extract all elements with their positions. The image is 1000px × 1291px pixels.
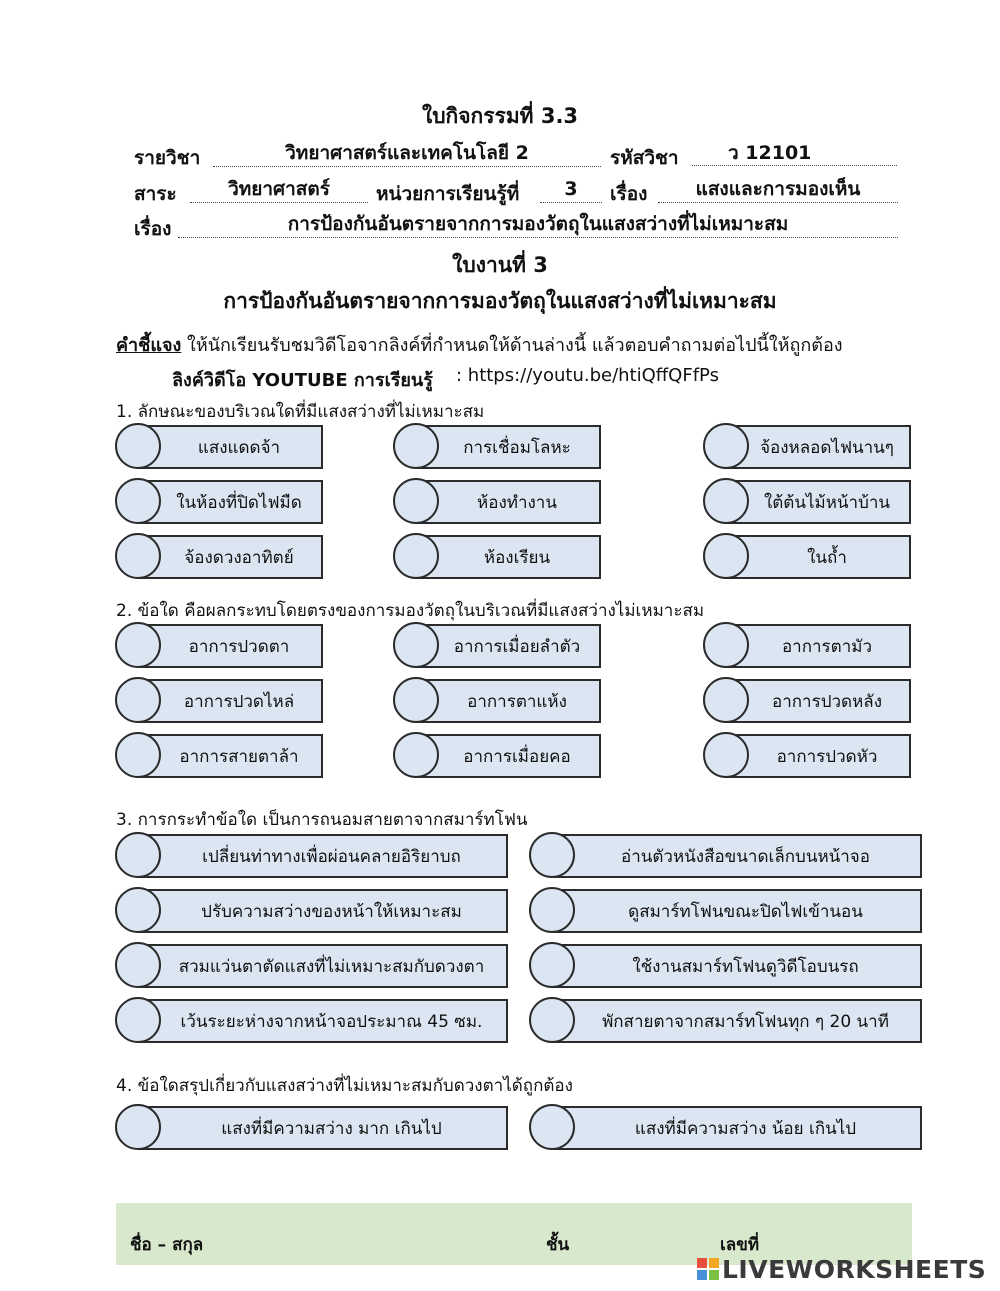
option-label: ในถ้ำ — [725, 535, 911, 579]
answer-circle[interactable] — [115, 997, 161, 1043]
q3-option[interactable] — [115, 834, 508, 878]
q1-option[interactable] — [393, 425, 601, 469]
liveworksheets-logo-icon — [697, 1258, 719, 1280]
code-label: รหัสวิชา — [610, 147, 679, 169]
q1-option[interactable] — [115, 480, 323, 524]
q2-option[interactable] — [703, 734, 911, 778]
answer-circle[interactable] — [393, 423, 439, 469]
answer-circle[interactable] — [393, 533, 439, 579]
option-label: พักสายตาจากสมาร์ทโฟนทุก ๆ 20 นาที — [551, 999, 922, 1043]
number-label: เลขที่ — [720, 1235, 760, 1255]
option-label: การเชื่อมโลหะ — [415, 425, 601, 469]
option-label: ห้องเรียน — [415, 535, 601, 579]
q2-option[interactable] — [703, 679, 911, 723]
option-label: แสงที่มีความสว่าง น้อย เกินไป — [551, 1106, 922, 1150]
option-label: ใช้งานสมาร์ทโฟนดูวิดีโอบนรถ — [551, 944, 922, 988]
instructions-label: คำชี้แจง — [116, 335, 182, 356]
option-label: อาการตามัว — [725, 624, 911, 668]
instructions-text: ให้นักเรียนรับชมวิดีโอจากลิงค์ที่กำหนดให้ด้านล่างนี้ แล้วตอบคำถามต่อไปนี้ให้ถูกต้อง — [181, 335, 843, 356]
question-3-text: 3. การกระทำข้อใด เป็นการถนอมสายตาจากสมาร์ทโฟน — [116, 810, 528, 830]
answer-circle[interactable] — [115, 622, 161, 668]
q1-option[interactable] — [703, 425, 911, 469]
q3-option[interactable] — [529, 889, 922, 933]
q2-option[interactable] — [393, 734, 601, 778]
q3-option[interactable] — [115, 889, 508, 933]
answer-circle[interactable] — [703, 478, 749, 524]
q2-option[interactable] — [115, 624, 323, 668]
q2-option[interactable] — [115, 734, 323, 778]
answer-circle[interactable] — [393, 622, 439, 668]
answer-circle[interactable] — [115, 423, 161, 469]
answer-circle[interactable] — [529, 1104, 575, 1150]
option-label: จ้องหลอดไฟนานๆ — [725, 425, 911, 469]
option-label: สวมแว่นตาตัดแสงที่ไม่เหมาะสมกับดวงตา — [137, 944, 508, 988]
answer-circle[interactable] — [115, 887, 161, 933]
q3-option[interactable] — [115, 999, 508, 1043]
q3-option[interactable] — [529, 999, 922, 1043]
q3-option[interactable] — [529, 834, 922, 878]
worksheet-title: ใบงานที่ 3 — [452, 253, 548, 277]
option-label: เปลี่ยนท่าทางเพื่อผ่อนคลายอิริยาบถ — [137, 834, 508, 878]
answer-circle[interactable] — [115, 478, 161, 524]
answer-circle[interactable] — [529, 832, 575, 878]
q1-option[interactable] — [703, 480, 911, 524]
subject-value: วิทยาศาสตร์และเทคโนโลยี 2 — [213, 142, 601, 167]
answer-circle[interactable] — [393, 677, 439, 723]
strand-value: วิทยาศาสตร์ — [190, 178, 368, 203]
option-label: ห้องทำงาน — [415, 480, 601, 524]
topic-value: แสงและการมองเห็น — [658, 178, 898, 203]
instructions — [116, 330, 843, 359]
answer-circle[interactable] — [529, 997, 575, 1043]
option-label: อาการปวดหลัง — [725, 679, 911, 723]
subject-label: รายวิชา — [134, 147, 201, 169]
q3-option[interactable] — [115, 944, 508, 988]
subtopic-label: เรื่อง — [134, 218, 172, 240]
answer-circle[interactable] — [529, 942, 575, 988]
answer-circle[interactable] — [115, 942, 161, 988]
option-label: จ้องดวงอาทิตย์ — [137, 535, 323, 579]
option-label: อ่านตัวหนังสือขนาดเล็กบนหน้าจอ — [551, 834, 922, 878]
question-4-text: 4. ข้อใดสรุปเกี่ยวกับแสงสว่างที่ไม่เหมาะสมกับดวงตาได้ถูกต้อง — [116, 1076, 573, 1096]
answer-circle[interactable] — [703, 732, 749, 778]
q2-option[interactable] — [115, 679, 323, 723]
answer-circle[interactable] — [529, 887, 575, 933]
q2-option[interactable] — [393, 679, 601, 723]
option-label: อาการปวดไหล่ — [137, 679, 323, 723]
answer-circle[interactable] — [115, 1104, 161, 1150]
answer-circle[interactable] — [703, 622, 749, 668]
option-label: ดูสมาร์ทโฟนขณะปิดไฟเข้านอน — [551, 889, 922, 933]
class-label: ชั้น — [546, 1235, 570, 1255]
liveworksheets-logo[interactable]: LIVEWORKSHEETS — [722, 1255, 987, 1284]
answer-circle[interactable] — [703, 423, 749, 469]
option-label: ใต้ต้นไม้หน้าบ้าน — [725, 480, 911, 524]
name-label: ชื่อ – สกุล — [130, 1235, 204, 1255]
q4-option[interactable] — [115, 1106, 508, 1150]
code-value: ว 12101 — [692, 142, 897, 166]
option-label: อาการสายตาล้า — [137, 734, 323, 778]
q1-option[interactable] — [115, 535, 323, 579]
q2-option[interactable] — [703, 624, 911, 668]
answer-circle[interactable] — [115, 677, 161, 723]
answer-circle[interactable] — [115, 732, 161, 778]
activity-title: ใบกิจกรรมที่ 3.3 — [421, 104, 579, 128]
q3-option[interactable] — [529, 944, 922, 988]
q4-option[interactable] — [529, 1106, 922, 1150]
option-label: อาการปวดหัว — [725, 734, 911, 778]
answer-circle[interactable] — [703, 533, 749, 579]
option-label: ในห้องที่ปิดไฟมืด — [137, 480, 323, 524]
q1-option[interactable] — [115, 425, 323, 469]
worksheet-subtitle: การป้องกันอันตรายจากการมองวัตถุในแสงสว่างที่ไม่เหมาะสม — [223, 289, 777, 313]
question-1-text: 1. ลักษณะของบริเวณใดที่มีแสงสว่างที่ไม่เหมาะสม — [116, 402, 485, 422]
answer-circle[interactable] — [115, 533, 161, 579]
unit-label: หน่วยการเรียนรู้ที่ — [376, 183, 520, 205]
q1-option[interactable] — [393, 535, 601, 579]
video-link[interactable]: : https://youtu.be/htiQffQFfPs — [456, 365, 719, 386]
option-label: อาการเมื่อยคอ — [415, 734, 601, 778]
option-label: อาการปวดตา — [137, 624, 323, 668]
question-2-text: 2. ข้อใด คือผลกระทบโดยตรงของการมองวัตถุในบริเวณที่มีแสงสว่างไม่เหมาะสม — [116, 601, 705, 621]
q2-option[interactable] — [393, 624, 601, 668]
option-label: แสงแดดจ้า — [137, 425, 323, 469]
option-label: เว้นระยะห่างจากหน้าจอประมาณ 45 ซม. — [137, 999, 508, 1043]
option-label: ปรับความสว่างของหน้าให้เหมาะสม — [137, 889, 508, 933]
answer-circle[interactable] — [393, 732, 439, 778]
unit-value: 3 — [540, 178, 602, 203]
option-label: อาการเมื่อยลำตัว — [415, 624, 601, 668]
option-label: อาการตาแห้ง — [415, 679, 601, 723]
q1-option[interactable] — [703, 535, 911, 579]
answer-circle[interactable] — [703, 677, 749, 723]
strand-label: สาระ — [134, 183, 177, 205]
video-label: ลิงค์วิดีโอ YOUTUBE การเรียนรู้ — [172, 370, 433, 391]
q1-option[interactable] — [393, 480, 601, 524]
answer-circle[interactable] — [393, 478, 439, 524]
subtopic-value: การป้องกันอันตรายจากการมองวัตถุในแสงสว่างที่ไม่เหมาะสม — [178, 213, 898, 238]
answer-circle[interactable] — [115, 832, 161, 878]
topic-label: เรื่อง — [610, 183, 648, 205]
option-label: แสงที่มีความสว่าง มาก เกินไป — [137, 1106, 508, 1150]
